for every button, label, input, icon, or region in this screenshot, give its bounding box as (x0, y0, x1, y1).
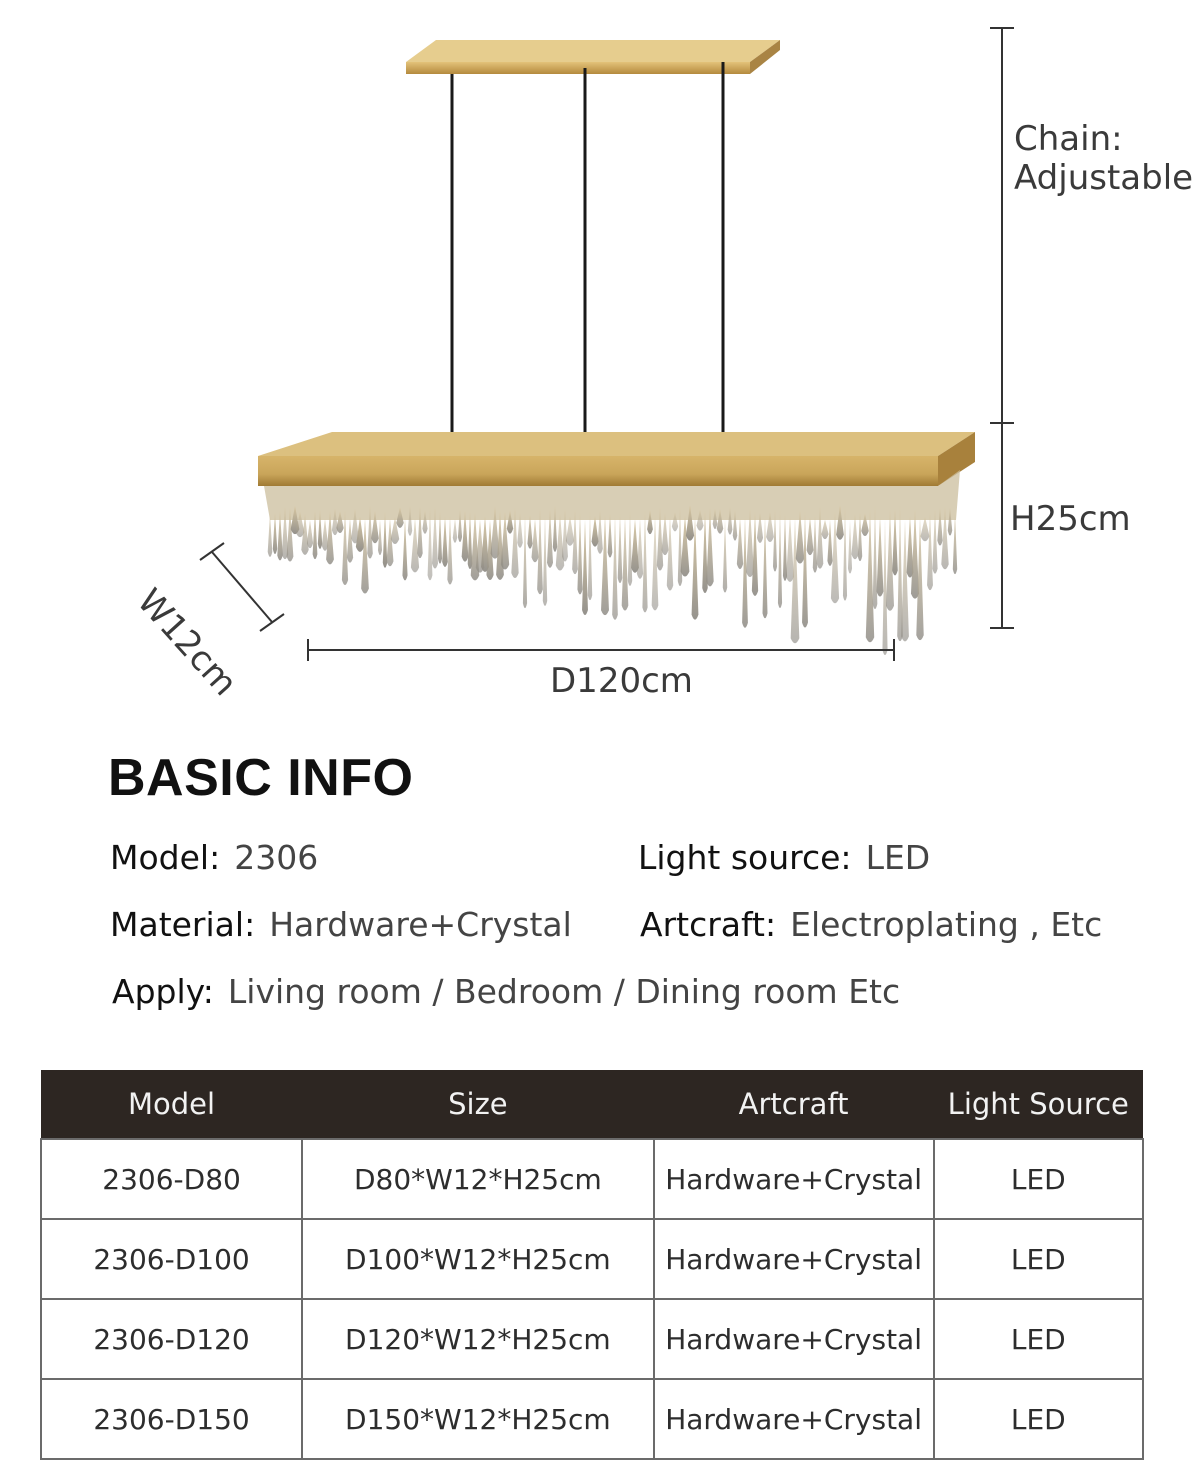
apply-label: Apply: (112, 972, 214, 1011)
cell-model: 2306-D100 (41, 1219, 302, 1299)
material-value: Hardware+Crystal (269, 905, 572, 944)
spec-table (40, 1070, 1144, 1460)
cell-size: D80*W12*H25cm (302, 1139, 654, 1219)
cell-artcraft: Hardware+Crystal (654, 1219, 934, 1299)
chain-label (1014, 120, 1193, 198)
width-label: W12cm (129, 581, 245, 704)
cell-light-source: LED (934, 1379, 1143, 1459)
cell-light-source: LED (934, 1219, 1143, 1299)
cell-artcraft: Hardware+Crystal (654, 1299, 934, 1379)
info-light-source (638, 838, 930, 877)
crystal-curtain (264, 470, 960, 655)
info-model (110, 838, 318, 877)
cell-model: 2306-D120 (41, 1299, 302, 1379)
cell-model: 2306-D80 (41, 1139, 302, 1219)
cell-light-source: LED (934, 1139, 1143, 1219)
height-label: H25cm (1010, 499, 1131, 539)
cell-model: 2306-D150 (41, 1379, 302, 1459)
cell-size: D100*W12*H25cm (302, 1219, 654, 1299)
cell-size: D120*W12*H25cm (302, 1299, 654, 1379)
chain-label-text: Chain: (1014, 119, 1123, 159)
model-label: Model: (110, 838, 221, 877)
model-value: 2306 (234, 838, 319, 877)
artcraft-value: Electroplating , Etc (790, 905, 1103, 944)
light-source-value: LED (865, 838, 931, 877)
diameter-label: D120cm (550, 661, 693, 701)
info-apply (112, 972, 900, 1011)
apply-value: Living room / Bedroom / Dining room Etc (227, 972, 901, 1011)
info-material (110, 905, 572, 944)
light-source-label: Light source: (638, 838, 852, 877)
table-row (41, 1379, 1143, 1459)
table-row (41, 1299, 1143, 1379)
artcraft-label: Artcraft: (640, 905, 777, 944)
cell-light-source: LED (934, 1299, 1143, 1379)
header-model: Model (41, 1070, 302, 1139)
material-label: Material: (110, 905, 256, 944)
chain-value-text: Adjustable (1014, 158, 1194, 199)
cell-size: D150*W12*H25cm (302, 1379, 654, 1459)
header-artcraft: Artcraft (654, 1070, 934, 1139)
cell-artcraft: Hardware+Crystal (654, 1379, 934, 1459)
table-header-row (41, 1070, 1143, 1139)
section-title: BASIC INFO (108, 749, 414, 807)
table-row (41, 1219, 1143, 1299)
header-size: Size (302, 1070, 654, 1139)
suspension-wires (452, 62, 723, 452)
info-artcraft (640, 905, 1102, 944)
cell-artcraft: Hardware+Crystal (654, 1139, 934, 1219)
gold-bar-body (258, 432, 975, 486)
header-light-source: Light Source (934, 1070, 1143, 1139)
table-row (41, 1139, 1143, 1219)
